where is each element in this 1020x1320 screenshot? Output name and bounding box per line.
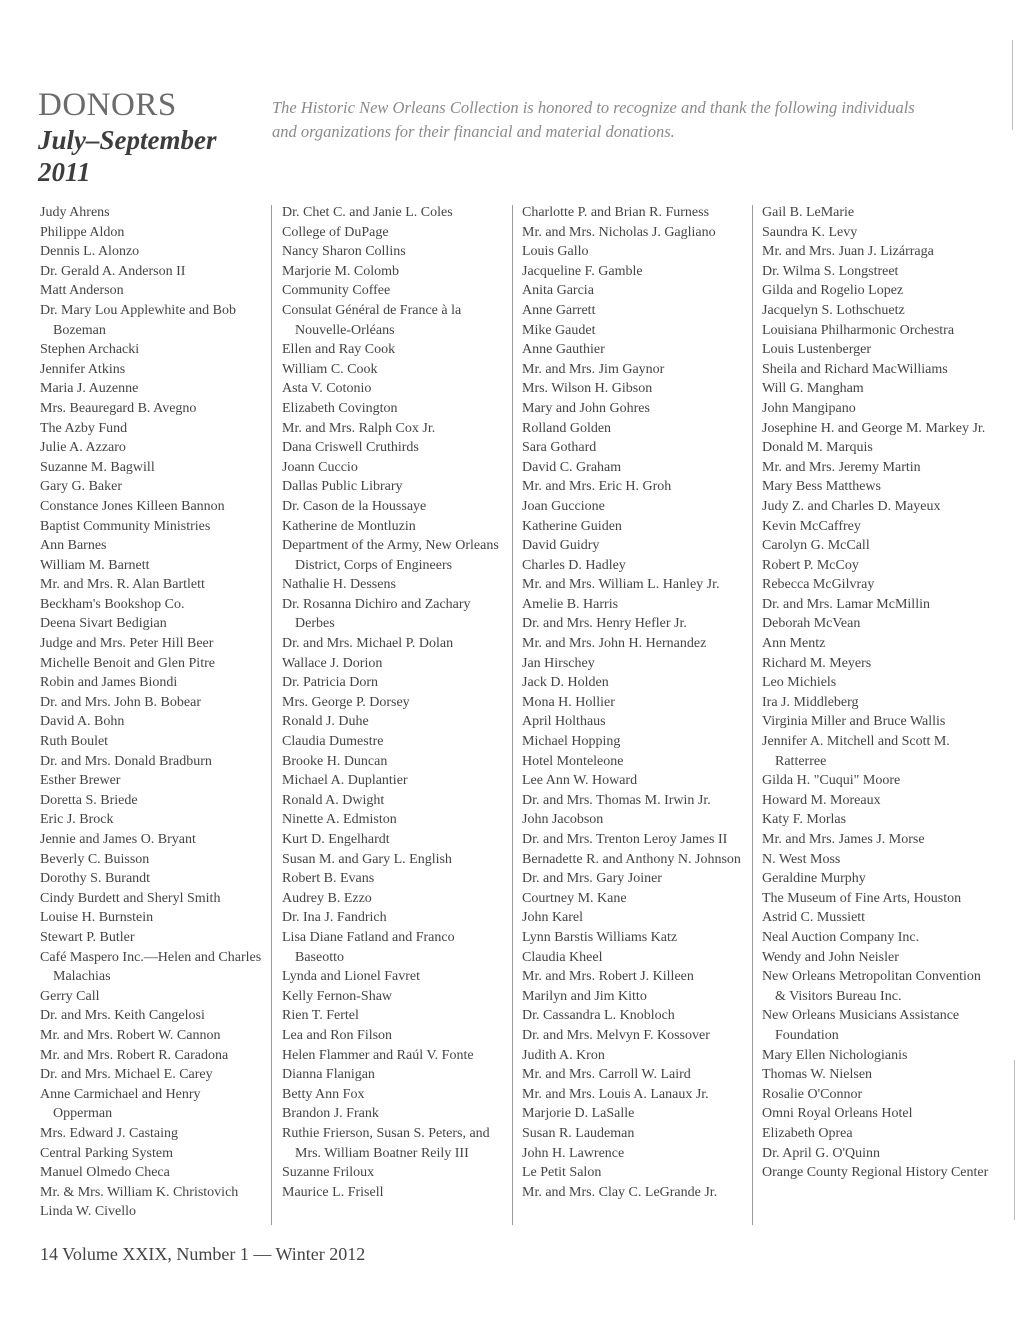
donor-entry: N. West Moss [762,851,841,867]
donor-entry: Jennifer A. Mitchell and Scott M. Ratterree [762,734,950,769]
donor-entry: Katherine Guiden [522,518,622,534]
donor-entry: Asta V. Cotonio [282,381,372,397]
donor-entry: Mary Ellen Nichologianis [762,1047,908,1063]
donor-entry: Mr. and Mrs. Louis A. Lanaux Jr. [522,1086,709,1102]
donor-entry: Rebecca McGilvray [762,577,875,593]
donor-entry: Consulat Général de France à la Nouvelle-Orléans [282,302,462,338]
donor-entry: Mike Gaudet [522,322,596,338]
donor-entry: Philippe Aldon [40,224,125,240]
donor-entry: Michael Hopping [522,734,621,750]
donor-entry: Mr. and Mrs. Jeremy Martin [762,459,921,475]
donor-entry: Dr. Ina J. Fandrich [282,910,387,926]
donor-entry: Joann Cuccio [282,459,358,475]
donor-entry: Michael A. Duplantier [282,773,408,789]
donor-entry: Ann Mentz [762,636,826,652]
donor-entry: Mr. and Mrs. Nicholas J. Gagliano [522,224,716,240]
donor-entry: Linda W. Civello [40,1204,137,1220]
donor-entry: College of DuPage [282,224,389,240]
donor-entry: Anne Gauthier [522,342,605,358]
donor-entry: Gary G. Baker [40,479,123,495]
donor-entry: Wallace J. Dorion [282,655,383,671]
donor-entry: Joan Guccione [522,498,605,514]
donor-entry: Mrs. Beauregard B. Avegno [40,400,197,416]
donor-entry: David A. Bohn [40,714,125,730]
donor-entry: Mr. and Mrs. William L. Hanley Jr. [522,577,720,593]
donor-entry: Susan M. and Gary L. English [282,851,452,867]
donor-entry: Mrs. George P. Dorsey [282,694,410,710]
donor-entry: Dr. Gerald A. Anderson II [40,263,186,279]
donor-entry: Deborah McVean [762,616,861,632]
donor-entry: April Holthaus [522,714,606,730]
donor-entry: Marjorie M. Colomb [282,263,400,279]
donor-entry: Le Petit Salon [522,1165,602,1181]
donor-entry: John Mangipano [762,400,856,416]
donor-entry: Louise H. Burnstein [40,910,154,926]
donor-entry: Maurice L. Frisell [282,1184,384,1200]
donor-entry: John Karel [522,910,584,926]
donor-entry: Constance Jones Killeen Bannon [40,498,225,514]
donor-entry: William M. Barnett [40,557,150,573]
donor-entry: Bernadette R. and Anthony N. Johnson [522,851,741,867]
donor-entry: Nancy Sharon Collins [282,244,406,260]
donor-entry: Orange County Regional History Center [762,1165,989,1181]
page-title: DONORS [38,87,177,123]
page-footer: 14 Volume XXIX, Number 1 — Winter 2012 [40,1244,366,1264]
donor-entry: Amelie B. Harris [522,596,619,612]
donor-entry: Mr. and Mrs. R. Alan Bartlett [40,577,205,593]
donor-entry: Judge and Mrs. Peter Hill Beer [40,636,214,652]
donor-entry: Lynn Barstis Williams Katz [522,929,678,945]
donor-entry: Mr. and Mrs. Eric H. Groh [522,479,672,495]
donor-entry: Brandon J. Frank [282,1106,379,1122]
donor-entry: Brooke H. Duncan [282,753,388,769]
donor-entry: William C. Cook [282,361,378,377]
donor-entry: Dr. and Mrs. Henry Hefler Jr. [522,616,687,632]
donor-entry: Dr. and Mrs. John B. Bobear [40,694,201,710]
donor-entry: Beverly C. Buisson [40,851,150,867]
donor-entry: Robin and James Biondi [40,675,178,691]
donor-entry: Doretta S. Briede [40,792,138,808]
donor-entry: Dr. and Mrs. Lamar McMillin [762,596,930,612]
donor-entry: Deena Sivart Bedigian [40,616,167,632]
donor-entry: Eric J. Brock [40,812,114,828]
donor-entry: Charlotte P. and Brian R. Furness [522,205,710,220]
donor-entry: Ira J. Middleberg [762,694,859,710]
donor-entry: Nathalie H. Dessens [282,577,396,593]
donor-entry: Dennis L. Alonzo [40,244,140,260]
donor-entry: Ronald J. Duhe [282,714,369,730]
donor-entry: Lea and Ron Filson [282,1027,393,1043]
donor-entry: Louis Lustenberger [762,342,871,358]
donor-entry: Gilda and Rogelio Lopez [762,283,904,299]
donor-entry: Kelly Fernon-Shaw [282,988,393,1004]
donor-entry: Dr. Cassandra L. Knobloch [522,1008,675,1024]
donor-entry: The Azby Fund [40,420,128,436]
donor-entry: Louisiana Philharmonic Orchestra [762,322,955,338]
donor-entry: Rien T. Fertel [282,1008,359,1024]
donor-entry: Donald M. Marquis [762,440,873,456]
donor-entry: Anita Garcia [522,283,594,299]
donor-entry: Dr. and Mrs. Trenton Leroy James II [522,832,728,847]
donor-entry: David Guidry [522,538,600,554]
donor-entry: Ronald A. Dwight [282,792,385,808]
donor-entry: Lynda and Lionel Favret [282,969,421,985]
donor-entry: Dr. Wilma S. Longstreet [762,263,899,279]
donor-entry: Jan Hirschey [522,655,595,671]
donor-entry: Astrid C. Mussiett [762,910,866,926]
donor-entry: Ninette A. Edmiston [282,812,397,828]
donor-entry: Josephine H. and George M. Markey Jr. [762,420,986,436]
donor-entry: Mary Bess Matthews [762,479,881,495]
donor-entry: Omni Royal Orleans Hotel [762,1106,913,1122]
donor-entry: Mr. and Mrs. Carroll W. Laird [522,1067,691,1083]
donor-entry: Jack D. Holden [522,675,609,691]
donor-entry: Mr. and Mrs. Clay C. LeGrande Jr. [522,1184,718,1200]
donor-entry: Julie A. Azzaro [40,440,126,456]
page-subtitle: July–September 2011 [38,125,217,187]
donor-entry: Maria J. Auzenne [40,381,139,397]
donor-entry: Helen Flammer and Raúl V. Fonte [282,1047,474,1063]
donor-entry: Community Coffee [282,283,391,299]
donor-entry: Kurt D. Engelhardt [282,832,390,847]
donor-entry: Mr. and Mrs. Jim Gaynor [522,361,665,377]
donor-entry: Jacqueline F. Gamble [522,263,643,279]
donor-entry: Dr. and Mrs. Keith Cangelosi [40,1008,205,1024]
donor-entry: Sara Gothard [522,440,597,456]
donor-entry: Matt Anderson [40,283,124,299]
donor-entry: Geraldine Murphy [762,871,866,887]
donor-entry: Ruthie Frierson, Susan S. Peters, and Mrs. William Boatner Reily III [282,1125,490,1161]
donor-entry: Sheila and Richard MacWilliams [762,361,948,377]
donor-entry: Judy Ahrens [40,205,110,220]
donor-entry: Wendy and John Neisler [762,949,899,965]
donor-entry: Dr. Chet C. and Janie L. Coles [282,205,453,220]
donor-entry: Elizabeth Oprea [762,1125,853,1141]
donor-entry: Ellen and Ray Cook [282,342,396,358]
donor-entry: Lee Ann W. Howard [522,773,638,789]
donor-entry: Carolyn G. McCall [762,538,870,554]
donor-entry: John H. Lawrence [522,1145,625,1161]
donor-entry: Dr. and Mrs. Donald Bradburn [40,753,212,769]
donor-entry: Esther Brewer [40,773,121,789]
donor-entry: Central Parking System [40,1145,173,1161]
donor-entry: Gail B. LeMarie [762,205,855,220]
donor-column-2 [282,203,504,1233]
donor-entry: Suzanne M. Bagwill [40,459,155,475]
donor-entry: Michelle Benoit and Glen Pitre [40,655,215,671]
donor-entry: Jennie and James O. Bryant [40,832,196,847]
donor-entry: Mary and John Gohres [522,400,650,416]
donor-entry: Claudia Dumestre [282,734,384,750]
donor-entry: Audrey B. Ezzo [282,890,372,906]
donor-entry: Jennifer Atkins [40,361,126,377]
donor-entry: Mr. and Mrs. John H. Hernandez [522,636,707,652]
donor-column-1 [40,203,262,1233]
donor-entry: Mr. & Mrs. William K. Christovich [40,1184,239,1200]
donor-entry: Beckham's Bookshop Co. [40,596,185,612]
donor-entry: Howard M. Moreaux [762,792,881,808]
donor-entry: Saundra K. Levy [762,224,858,240]
donor-entry: Dr. and Mrs. Michael P. Dolan [282,636,454,652]
scan-edge-mark [1014,1060,1015,1220]
donor-entry: Rosalie O'Connor [762,1086,863,1102]
donor-entry: Dorothy S. Burandt [40,871,151,887]
donor-entry: Gerry Call [40,988,100,1004]
donor-entry: Louis Gallo [522,244,589,260]
donor-entry: David C. Graham [522,459,622,475]
donor-entry: Jacquelyn S. Lothschuetz [762,302,905,318]
donor-entry: Mr. and Mrs. Juan J. Lizárraga [762,244,934,260]
donor-entry: Stephen Archacki [40,342,140,358]
donor-entry: Stewart P. Butler [40,929,135,945]
donor-entry: Dallas Public Library [282,479,403,495]
donor-entry: Dr. Mary Lou Applewhite and Bob Bozeman [40,302,236,338]
donor-entry: The Museum of Fine Arts, Houston [762,890,962,906]
donor-entry: Ruth Boulet [40,734,109,750]
donor-entry: Baptist Community Ministries [40,518,211,534]
donor-entry: John Jacobson [522,812,604,828]
donor-entry: Rolland Golden [522,420,612,436]
donor-entry: Suzanne Friloux [282,1165,375,1181]
donor-entry: Mr. and Mrs. Robert R. Caradona [40,1047,229,1063]
donor-column-3 [522,203,744,1233]
donor-entry: Katy F. Morlas [762,812,847,828]
donor-entry: Mona H. Hollier [522,694,615,710]
donor-entry: Dr. and Mrs. Melvyn F. Kossover [522,1027,710,1043]
donor-entry: Café Maspero Inc.—Helen and Charles Malachias [40,949,262,985]
column-divider [271,205,272,1225]
donor-entry: Dr. and Mrs. Thomas M. Irwin Jr. [522,792,711,808]
donor-entry: Betty Ann Fox [282,1086,365,1102]
donor-entry: Virginia Miller and Bruce Wallis [762,714,946,730]
donor-entry: Gilda H. "Cuqui" Moore [762,773,901,789]
donor-entry: Cindy Burdett and Sheryl Smith [40,890,221,906]
donor-entry: Thomas W. Nielsen [762,1067,873,1083]
donor-entry: Dr. Cason de la Houssaye [282,498,427,514]
donor-entry: Marjorie D. LaSalle [522,1106,635,1122]
donor-entry: Courtney M. Kane [522,890,627,906]
donor-entry: Manuel Olmedo Checa [40,1165,170,1181]
donor-entry: Hotel Monteleone [522,753,624,769]
donor-entry: Dr. and Mrs. Michael E. Carey [40,1067,213,1083]
donor-entry: Will G. Mangham [762,381,864,397]
donor-entry: New Orleans Metropolitan Convention & Visitors Bureau Inc. [762,969,981,1004]
column-divider [512,205,513,1225]
donor-entry: Claudia Kheel [522,949,603,965]
donor-entry: Katherine de Montluzin [282,518,416,534]
donor-entry: Mrs. Wilson H. Gibson [522,381,653,397]
donor-entry: Dr. and Mrs. Gary Joiner [522,871,662,887]
donor-entry: Lisa Diane Fatland and Franco Baseotto [282,929,455,965]
donor-entry: Susan R. Laudeman [522,1125,635,1141]
donor-column-4 [762,203,994,1233]
donor-entry: Robert B. Evans [282,871,375,887]
donor-entry: Dana Criswell Cruthirds [282,440,419,456]
donor-entry: New Orleans Musicians Assistance Foundation [762,1008,960,1043]
heading-block [38,88,258,188]
donor-entry: Mr. and Mrs. James J. Morse [762,832,925,847]
scan-edge-mark [1012,40,1013,130]
donor-entry: Neal Auction Company Inc. [762,929,920,945]
donor-entry: Elizabeth Covington [282,400,398,416]
donor-entry: Kevin McCaffrey [762,518,861,534]
donor-entry: Richard M. Meyers [762,655,872,671]
donor-entry: Dianna Flanigan [282,1067,375,1083]
donor-entry: Mr. and Mrs. Ralph Cox Jr. [282,420,436,436]
column-divider [752,205,753,1225]
donor-entry: Dr. Rosanna Dichiro and Zachary Derbes [282,596,471,632]
donor-entry: Ann Barnes [40,538,107,554]
donor-entry: Marilyn and Jim Kitto [522,988,647,1004]
donor-entry: Judith A. Kron [522,1047,605,1063]
donor-entry: Leo Michiels [762,675,837,691]
intro-text: The Historic New Orleans Collection is honored to recognize and thank the following individuals and organizations for their financial and material donations. [272,98,915,141]
donor-entry: Mr. and Mrs. Robert W. Cannon [40,1027,221,1043]
donor-entry: Dr. Patricia Dorn [282,675,379,691]
donor-entry: Mrs. Edward J. Castaing [40,1125,179,1141]
donor-entry: Judy Z. and Charles D. Mayeux [762,498,941,514]
donor-entry: Anne Garrett [522,302,596,318]
donor-entry: Robert P. McCoy [762,557,859,573]
donor-columns [0,203,1020,1233]
donor-entry: Anne Carmichael and Henry Opperman [40,1086,201,1122]
donor-entry: Charles D. Hadley [522,557,626,573]
donor-entry: Dr. April G. O'Quinn [762,1145,881,1161]
donor-entry: Mr. and Mrs. Robert J. Killeen [522,969,694,985]
donor-entry: Department of the Army, New Orleans District, Corps of Engineers [282,538,499,573]
